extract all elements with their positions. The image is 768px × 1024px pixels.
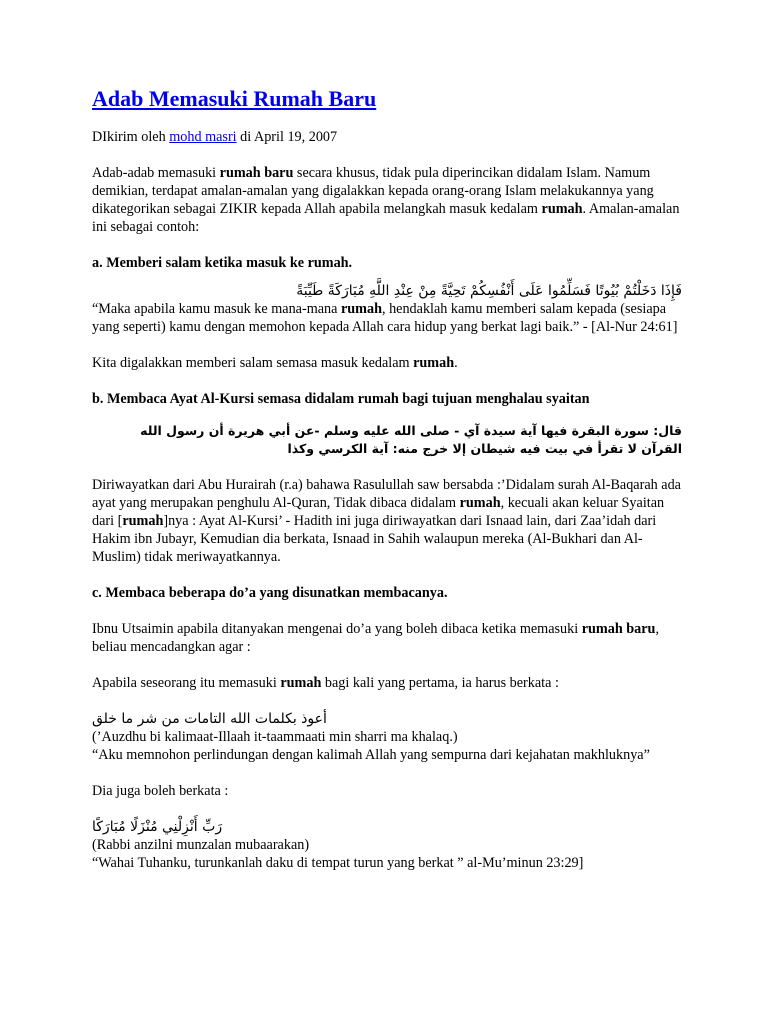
c2-text-2: bagi kali yang pertama, ia harus berkata :: [321, 675, 559, 691]
byline: [92, 128, 682, 146]
section-c-paragraph-1: [92, 620, 682, 656]
title-link[interactable]: Adab Memasuki Rumah Baru: [92, 86, 377, 111]
article: [92, 86, 682, 872]
hadith-bold-2: rumah: [122, 513, 164, 529]
doa-1-translation: “Aku memnohon perlindungan dengan kalimah Allah yang sempurna dari kejahatan makhluknya”: [92, 747, 650, 763]
doa-1-arabic: أعوذ بكلمات الله التامات من شر ما خلق: [92, 711, 327, 727]
note-bold: rumah: [413, 355, 455, 371]
hadith-text-2: , kecuali akan keluar Syaitan dari [: [92, 495, 665, 529]
intro-text-1: Adab-adab memasuki: [92, 165, 220, 181]
quote-bold: rumah: [340, 301, 382, 317]
section-b-arabic-line-2: القرآن لا تقرأ في بيت فيه شيطان إلا خرج منه: آية الكرسي وكذا: [287, 441, 682, 456]
quote-text-2: , hendaklah kamu memberi salam kepada (sesiapa yang seperti) kamu dengan memohon kepada Allah cara hidup yang berkat lagi baik.” - [Al-Nur 24:61]: [92, 301, 678, 335]
quote-text-1: “Maka apabila kamu masuk ke mana-mana: [92, 301, 341, 317]
section-a-quote: [92, 300, 682, 336]
byline-date: di April 19, 2007: [236, 129, 338, 145]
page-title: [92, 86, 682, 112]
section-a-note: [92, 354, 682, 372]
hadith-bold-1: rumah: [459, 495, 501, 511]
c1-bold: rumah baru: [581, 621, 656, 637]
note-text-2: .: [454, 355, 458, 371]
c1-text-2: , beliau mencadangkan agar :: [92, 621, 659, 655]
c1-text-1: Ibnu Utsaimin apabila ditanyakan mengenai do’a yang boleh dibaca ketika memasuki: [92, 621, 582, 637]
section-c-paragraph-2: [92, 674, 682, 692]
intro-bold-1: rumah baru: [219, 165, 294, 181]
intro-text-2: secara khusus, tidak pula diperincikan didalam Islam. Namum demikian, terdapat amalan-amalan yang digalakkan kepada orang-orang Islam melakukannya yang dikategorikan sebagai ZIKIR kepada Allah apabila melangkah masuk kedalam: [92, 165, 654, 217]
section-a-heading: a. Memberi salam ketika masuk ke rumah.: [92, 255, 353, 271]
section-c-heading: c. Membaca beberapa do’a yang disunatkan membacanya.: [92, 585, 448, 601]
section-c-paragraph-3: Dia juga boleh berkata :: [92, 783, 229, 799]
c2-text-1: Apabila seseorang itu memasuki: [92, 675, 281, 691]
intro-bold-2: rumah: [541, 201, 583, 217]
author-link[interactable]: mohd masri: [169, 129, 237, 145]
hadith-text-3: ]nya : Ayat Al-Kursi’ - Hadith ini juga diriwayatkan dari Isnaad lain, dari Zaa’idah dari Hakim ibn Jubayr, Kemudian dia berkata, Isnaad in Sahih walaupun mereka (Al-Bukhari dan Al-Muslim) tidak meriwayatkannya.: [92, 513, 657, 565]
doa-2-transliteration: (Rabbi anzilni munzalan mubaarakan): [92, 837, 310, 853]
intro-paragraph: [92, 164, 682, 236]
intro-text-3: . Amalan-amalan ini sebagai contoh:: [92, 201, 680, 235]
note-text-1: Kita digalakkan memberi salam semasa masuk kedalam: [92, 355, 414, 371]
doa-2-translation: “Wahai Tuhanku, turunkanlah daku di tempat turun yang berkat ” al-Mu’minun 23:29]: [92, 855, 584, 871]
section-a-arabic: فَإِذَا دَخَلْتُمْ بُيُوتًا فَسَلِّمُوا عَلَى أَنْفُسِكُمْ تَحِيَّةً مِنْ عِنْدِ اللَّهِ مُبَارَكَةً طَيِّبَةً: [296, 283, 682, 299]
doa-1-transliteration: (’Auzdhu bi kalimaat-Illaah it-taammaati min sharri ma khalaq.): [92, 729, 458, 745]
section-b-heading: b. Membaca Ayat Al-Kursi semasa didalam rumah bagi tujuan menghalau syaitan: [92, 391, 590, 407]
c2-bold: rumah: [280, 675, 322, 691]
byline-prefix: DIkirim oleh: [92, 129, 170, 145]
section-b-paragraph: [92, 476, 682, 566]
doa-2-arabic: رَبِّ أَنْزِلْنِي مُنْزَلًا مُبَارَكًا: [92, 819, 223, 835]
hadith-text-1: Diriwayatkan dari Abu Hurairah (r.a) bahawa Rasulullah saw bersabda :’Didalam surah Al-Baqarah ada ayat yang merupakan penghulu Al-Quran, Tidak dibaca didalam: [92, 477, 681, 511]
section-b-arabic-line-1: قال: سورة البقرة فيها آية سيدة آي - صلى الله عليه وسلم -عن أبي هريرة أن رسول الله: [140, 423, 682, 438]
